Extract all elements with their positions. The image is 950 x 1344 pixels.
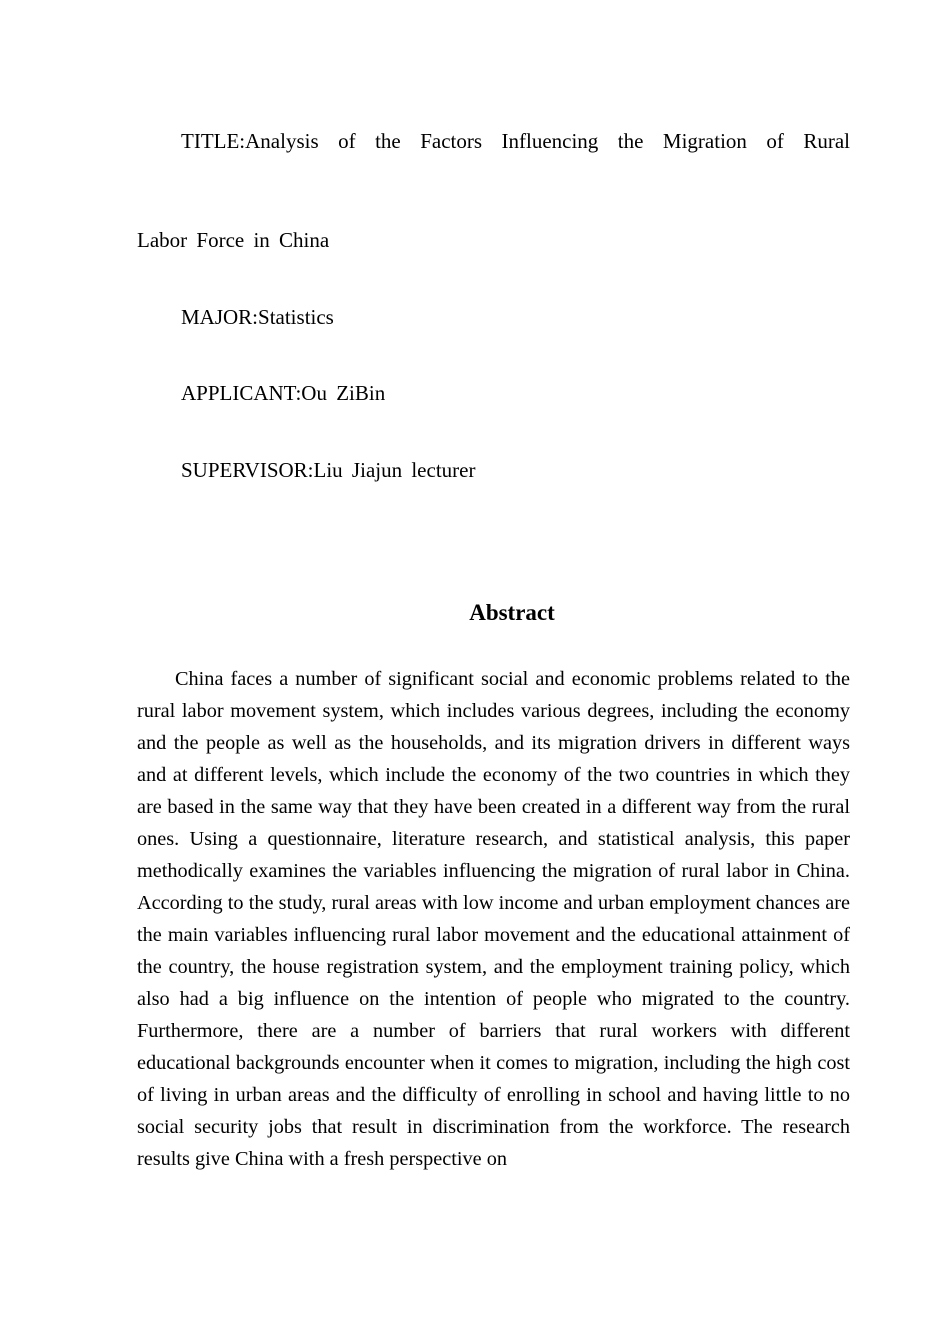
- thesis-major: MAJOR:Statistics: [181, 305, 334, 329]
- thesis-title-line-1: TITLE:Analysis of the Factors Influencing the Migration of Rural: [181, 129, 850, 153]
- thesis-applicant: APPLICANT:Ou ZiBin: [181, 381, 386, 405]
- thesis-title-line-2: Labor Force in China: [137, 228, 330, 252]
- thesis-supervisor: SUPERVISOR:Liu Jiajun lecturer: [181, 458, 476, 482]
- abstract-body: China faces a number of significant social and economic problems related to the rural labor movement system, which includes various degrees, including the economy and the people as well as the households, and its migration drivers in different ways and at different levels, which include the economy of the two countries in which they are based in the same way that they have been created in a different way from the rural ones. Using a questionnaire, literature research, and statistical analysis, this paper methodically examines the variables influencing the migration of rural labor in China. According to the study, rural areas with low income and urban employment chances are the main variables influencing rural labor movement and the educational attainment of the country, the house registration system, and the employment training policy, which also had a big influence on the intention of people who migrated to the country. Furthermore, there are a number of barriers that rural workers with different educational backgrounds encounter when it comes to migration, including the high cost of living in urban areas and the difficulty of enrolling in school and having little to no social security jobs that result in discrimination from the workforce. The research results give China with a fresh perspective on: [137, 668, 850, 1170]
- abstract-heading: Abstract: [469, 600, 555, 625]
